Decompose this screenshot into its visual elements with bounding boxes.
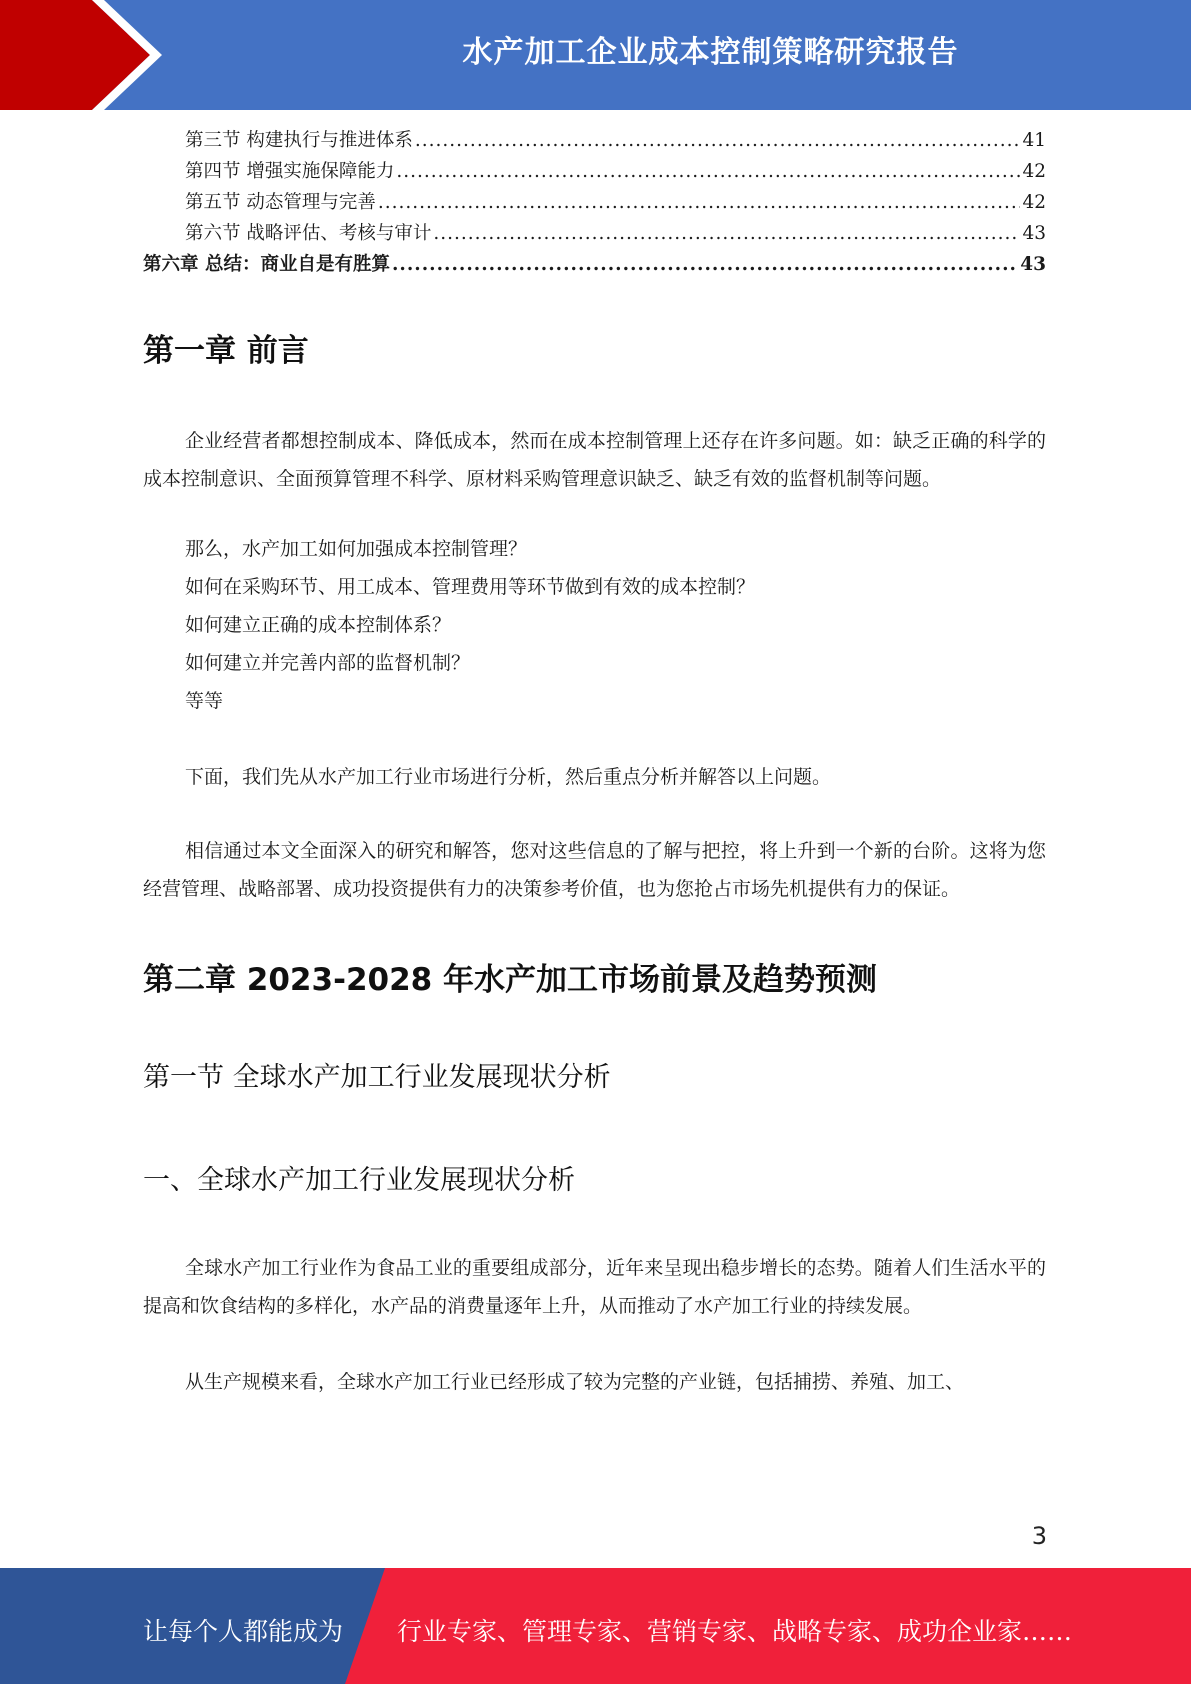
subsection-1-heading: 一、全球水产加工行业发展现状分析 — [143, 1165, 575, 1196]
question-item: 那么，水产加工如何加强成本控制管理？ — [185, 538, 528, 560]
chapter-1-heading: 第一章 前言 — [143, 333, 309, 369]
chapter-2-paragraph-1: 全球水产加工行业作为食品工业的重要组成部分，近年来呈现出稳步增长的态势。随着人们生活水平的提高和饮食结构的多样化，水产品的消费量逐年上升，从而推动了水产加工行业的持续发展。 — [143, 1257, 1046, 1317]
toc-item-label: 第五节 动态管理与完善 — [185, 192, 376, 213]
toc-leader-dots — [396, 161, 1020, 182]
question-item: 如何建立正确的成本控制体系？ — [185, 614, 452, 636]
toc-item-page: 41 — [1022, 130, 1046, 151]
report-title: 水产加工企业成本控制策略研究报告 — [462, 35, 959, 70]
toc-item-label: 第四节 增强实施保障能力 — [185, 161, 395, 182]
toc-item-page: 42 — [1022, 161, 1046, 182]
question-item: 如何建立并完善内部的监督机制？ — [185, 652, 471, 674]
section-1-heading: 第一节 全球水产加工行业发展现状分析 — [143, 1062, 611, 1093]
toc-item[interactable] — [143, 219, 1046, 250]
toc-item-page: 43 — [1020, 254, 1046, 275]
footer-slogan-right: 行业专家、管理专家、营销专家、战略专家、成功企业家…… — [397, 1617, 1073, 1646]
toc-item-label: 第六节 战略评估、考核与审计 — [185, 223, 432, 244]
toc-item-label: 第三节 构建执行与推进体系 — [185, 130, 413, 151]
toc-leader-dots — [433, 223, 1020, 244]
header-arrow-decoration — [0, 0, 240, 110]
toc-item-page: 43 — [1022, 223, 1046, 244]
toc-leader-dots — [392, 254, 1018, 275]
toc-item[interactable] — [143, 188, 1046, 219]
question-item: 如何在采购环节、用工成本、管理费用等环节做到有效的成本控制？ — [185, 576, 756, 598]
page-header — [0, 0, 1191, 110]
chapter-2-paragraph-2: 从生产规模来看，全球水产加工行业已经形成了较为完整的产业链，包括捕捞、养殖、加工、 — [185, 1371, 965, 1393]
table-of-contents — [143, 126, 1046, 281]
question-list — [143, 530, 1046, 720]
question-item: 等等 — [185, 690, 224, 712]
chapter-1-paragraph-3: 相信通过本文全面深入的研究和解答，您对这些信息的了解与把控，将上升到一个新的台阶。这将为您经营管理、战略部署、成功投资提供有力的决策参考价值，也为您抢占市场先机提供有力的保证。 — [143, 840, 1046, 900]
toc-leader-dots — [378, 192, 1021, 213]
toc-item-page: 42 — [1022, 192, 1046, 213]
toc-chapter-item[interactable] — [143, 250, 1046, 281]
toc-leader-dots — [415, 130, 1021, 151]
footer-slogan-left: 让每个人都能成为 — [143, 1617, 344, 1646]
toc-item[interactable] — [143, 126, 1046, 157]
page-content — [143, 126, 1046, 1401]
toc-item-label: 第六章 总结：商业自是有胜算 — [143, 254, 390, 275]
page-footer — [0, 1568, 1191, 1684]
toc-item[interactable] — [143, 157, 1046, 188]
chapter-1-paragraph-1: 企业经营者都想控制成本、降低成本，然而在成本控制管理上还存在许多问题。如：缺乏正确的科学的成本控制意识、全面预算管理不科学、原材料采购管理意识缺乏、缺乏有效的监督机制等问题。 — [143, 430, 1046, 490]
chapter-2-heading: 第二章 2023-2028 年水产加工市场前景及趋势预测 — [143, 962, 878, 998]
page-number: 3 — [1031, 1522, 1047, 1550]
chapter-1-paragraph-2: 下面，我们先从水产加工行业市场进行分析，然后重点分析并解答以上问题。 — [185, 766, 832, 788]
